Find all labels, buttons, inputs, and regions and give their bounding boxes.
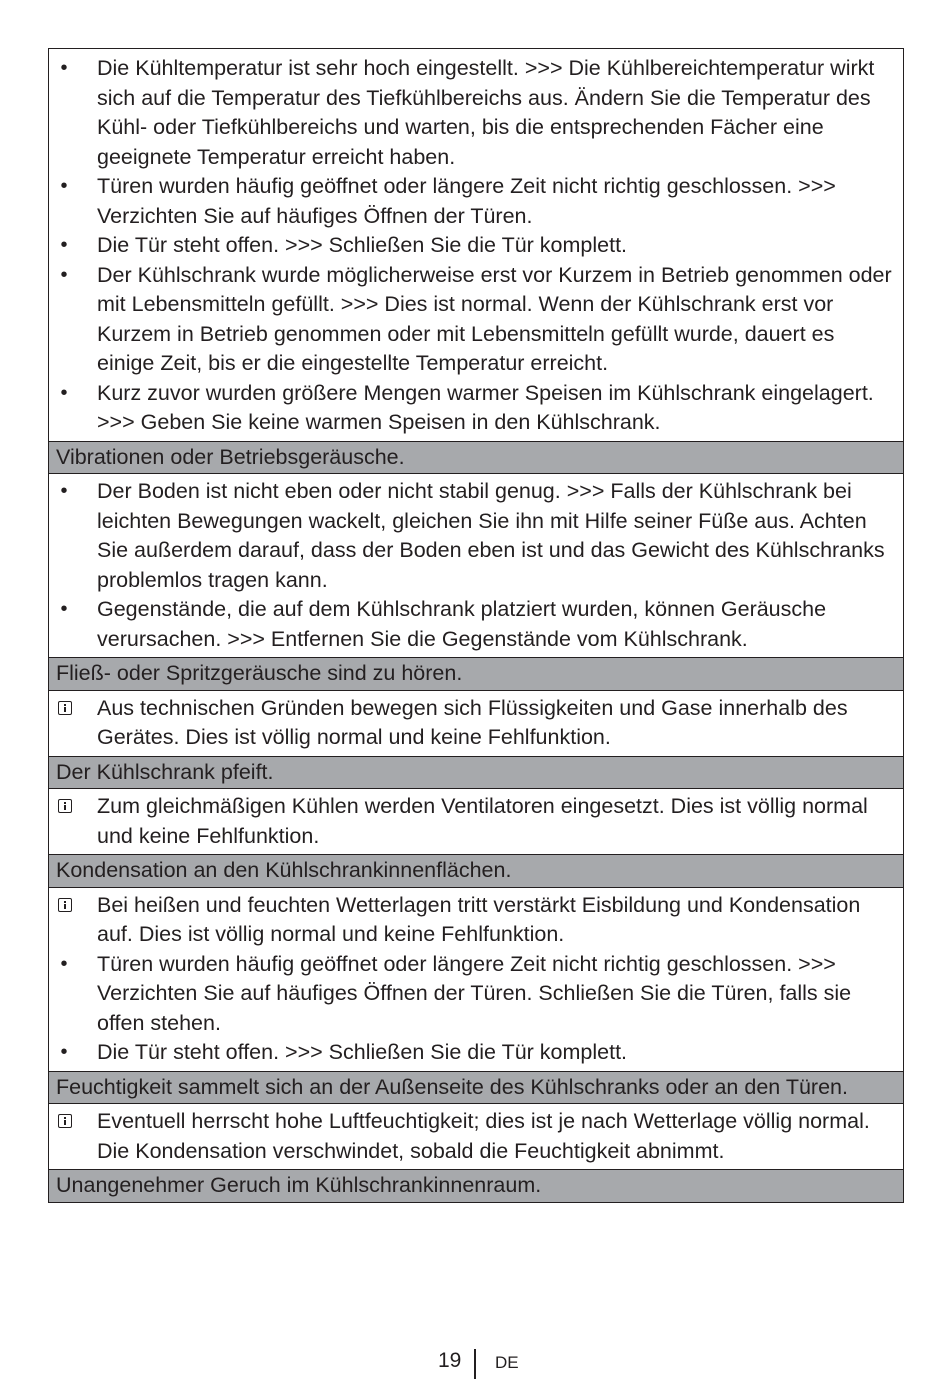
info-icon	[58, 799, 72, 813]
bullet-item	[49, 231, 893, 261]
bullet-icon: •	[60, 1041, 68, 1063]
info-item	[49, 891, 893, 950]
bullet-item	[49, 172, 893, 231]
info-item	[49, 792, 893, 851]
item-text: Der Boden ist nicht eben oder nicht stabil genug. >>> Falls der Kühlschrank bei leichten Bewegungen wackelt, gleichen Sie ihn mit Hilfe seiner Füße aus. Achten Sie außerdem darauf, dass der Boden eben ist und das Gewicht des Kühlschranks problemlos tragen kann.	[97, 479, 885, 592]
item-text: Gegenstände, die auf dem Kühlschrank platziert wurden, können Geräusche verursachen. >>> Entfernen Sie die Gegenstände vom Kühlschrank.	[97, 597, 827, 651]
language-code: DE	[495, 1353, 519, 1372]
section-heading: Der Kühlschrank pfeift.	[49, 756, 903, 789]
bullet-icon: •	[60, 234, 68, 256]
bullet-item	[49, 1038, 893, 1068]
bullet-icon: •	[60, 263, 68, 286]
item-text: Die Tür steht offen. >>> Schließen Sie die Tür komplett.	[97, 1040, 628, 1064]
item-text: Der Kühlschrank wurde möglicherweise erst vor Kurzem in Betrieb genommen oder mit Lebensmitteln gefüllt. >>> Dies ist normal. Wenn der Kühlschrank erst vor Kurzem in Betrieb genommen oder mit Lebensmitteln gefüllt wurde, dauert es einige Zeit, bis er die eingestellte Temperatur erreicht.	[97, 262, 892, 375]
info-icon	[58, 898, 72, 912]
bullet-item	[49, 379, 893, 438]
section-heading: Fließ- oder Spritzgeräusche sind zu hören.	[49, 657, 903, 690]
bullet-item	[49, 950, 893, 1039]
troubleshooting-table	[48, 48, 904, 1203]
bullet-item	[49, 477, 893, 595]
bullet-item	[49, 595, 893, 654]
bullet-icon: •	[60, 175, 68, 197]
item-text: Die Tür steht offen. >>> Schließen Sie die Tür komplett.	[97, 233, 628, 257]
item-text: Türen wurden häufig geöffnet oder längere Zeit nicht richtig geschlossen. >>> Verzichten Sie auf häufiges Öffnen der Türen. Schließen Sie die Türen, falls sie offen stehen.	[97, 951, 852, 1035]
page-footer	[0, 1346, 950, 1382]
item-text: Die Kühltemperatur ist sehr hoch eingestellt. >>> Die Kühlbereichtemperatur wirkt sich auf die Temperatur des Tiefkühlbereichs aus. Ändern Sie die Temperatur des Kühl- oder Tiefkühlbereichs und warten, bis die entsprechenden Fächer eine geeignete Temperatur erreicht haben.	[97, 56, 875, 169]
item-text: Eventuell herrscht hohe Luftfeuchtigkeit; dies ist je nach Wetterlage völlig normal. Die Kondensation verschwindet, sobald die Feuchtigkeit abnimmt.	[97, 1109, 870, 1163]
info-icon	[58, 701, 72, 715]
section-body	[49, 690, 903, 756]
section-heading: Kondensation an den Kühlschrankinnenflächen.	[49, 854, 903, 887]
info-item	[49, 1107, 893, 1166]
bullet-icon: •	[60, 598, 68, 620]
section-heading: Feuchtigkeit sammelt sich an der Außenseite des Kühlschranks oder an den Türen.	[49, 1071, 903, 1104]
section-heading: Vibrationen oder Betriebsgeräusche.	[49, 441, 903, 474]
section-body	[49, 887, 903, 1071]
section-heading: Unangenehmer Geruch im Kühlschrankinnenraum.	[49, 1169, 903, 1202]
section-body	[49, 473, 903, 657]
bullet-item	[49, 54, 893, 172]
section-body	[49, 1103, 903, 1169]
page-number: 19	[438, 1349, 462, 1372]
footer-divider	[474, 1349, 476, 1379]
bullet-icon: •	[60, 381, 68, 404]
info-icon	[58, 1114, 72, 1128]
item-text: Kurz zuvor wurden größere Mengen warmer Speisen im Kühlschrank eingelagert. >>> Geben Sie keine warmen Speisen in den Kühlschrank.	[97, 380, 874, 434]
item-text: Türen wurden häufig geöffnet oder längere Zeit nicht richtig geschlossen. >>> Verzichten Sie auf häufiges Öffnen der Türen.	[97, 174, 836, 228]
item-text: Aus technischen Gründen bewegen sich Flüssigkeiten und Gase innerhalb des Gerätes. Dies ist völlig normal und keine Fehlfunktion.	[97, 695, 848, 749]
item-text: Bei heißen und feuchten Wetterlagen tritt verstärkt Eisbildung und Kondensation auf. Dies ist völlig normal und keine Fehlfunktion.	[97, 892, 861, 946]
section-body	[49, 788, 903, 854]
bullet-item	[49, 261, 893, 379]
item-text: Zum gleichmäßigen Kühlen werden Ventilatoren eingesetzt. Dies ist völlig normal und keine Fehlfunktion.	[97, 794, 868, 848]
bullet-icon: •	[60, 57, 68, 79]
bullet-icon: •	[60, 952, 68, 975]
section-body	[49, 49, 903, 441]
info-item	[49, 694, 893, 753]
bullet-icon: •	[60, 480, 68, 502]
